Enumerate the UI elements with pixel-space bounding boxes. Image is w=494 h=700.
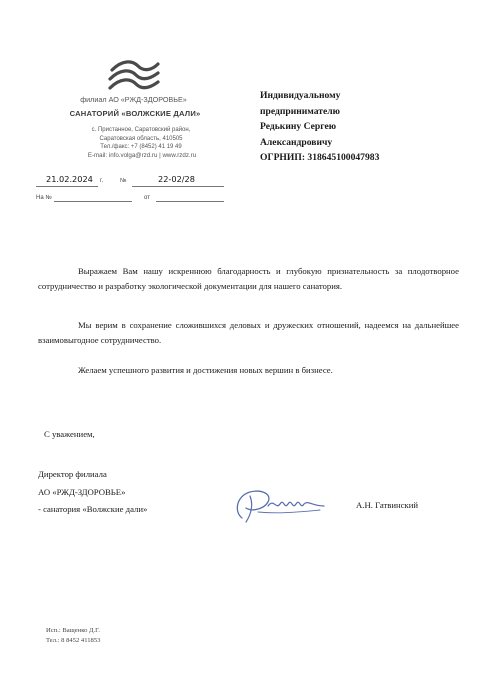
body-paragraph-1: Выражаем Вам нашу искреннюю благодарность и глубокую признательность за плодотворное сотрудничество и разработку экологической документации для нашего санатория. [38, 266, 459, 292]
addressee-line-1: Индивидуальному [260, 90, 341, 101]
handwritten-signature [228, 482, 328, 526]
sanatorium-logo-icon [108, 58, 160, 92]
addressee-ogrnip: ОГРНИП: 318645100047983 [260, 152, 380, 163]
executor-phone: Тел.: 8 8452 411853 [46, 637, 101, 644]
signatory-title-line-2: АО «РЖД-ЗДОРОВЬЕ» [38, 486, 126, 497]
body-paragraph-2: Мы верим в сохранение сложившихся деловых и дружеских отношений, надеемся на дальнейшее взаимовыгодное сотрудничество. [38, 320, 459, 346]
reference-from-label: от [144, 195, 150, 201]
signatory-title [38, 466, 147, 519]
reference-from-underline [156, 201, 224, 202]
number-label: № [120, 178, 127, 184]
signatory-title-line-3: - санатория «Волжские дали» [38, 504, 148, 514]
closing-phrase: С уважением, [44, 429, 95, 439]
addressee-line-4: Александровичу [260, 136, 333, 148]
address-line-2: Саратовская область, 410505 [99, 135, 183, 142]
sanatorium-name: САНАТОРИЙ «ВОЛЖСКИЕ ДАЛИ» [69, 109, 201, 118]
reference-underline [54, 201, 132, 202]
number-underline [132, 186, 224, 187]
address-line-1: с. Пристанное, Саратовский район, [91, 127, 191, 133]
signatory-title-line-1: Директор филиала [38, 469, 107, 479]
body-paragraph-3: Желаем успешного развития и достижения новых вершин в бизнесе. [78, 365, 333, 375]
reference-label: На № [36, 195, 52, 201]
date-underline [36, 186, 98, 187]
registration-date-row [36, 174, 236, 188]
executor-footer [46, 626, 100, 646]
date-suffix: г. [100, 178, 104, 184]
signer-name: А.Н. Гатвинский [356, 500, 419, 510]
reference-row [36, 193, 236, 205]
addressee-line-2: предпринимателю [260, 105, 340, 117]
letter-number: 22-02/28 [158, 174, 195, 184]
email-website: E-mail: info.volga@rzd.ru | www.rzdz.ru [87, 151, 197, 159]
addressee-block [260, 88, 470, 166]
branch-name: филиал АО «РЖД-ЗДОРОВЬЕ» [80, 95, 187, 104]
executor-name: Исп.: Ващенко Д.Г. [46, 627, 100, 634]
phone-fax: Тел./факс: +7 (8452) 41 19 49 [100, 144, 182, 150]
letter-date: 21.02.2024 [46, 174, 93, 184]
addressee-line-3: Редькину Сергею [260, 121, 337, 132]
